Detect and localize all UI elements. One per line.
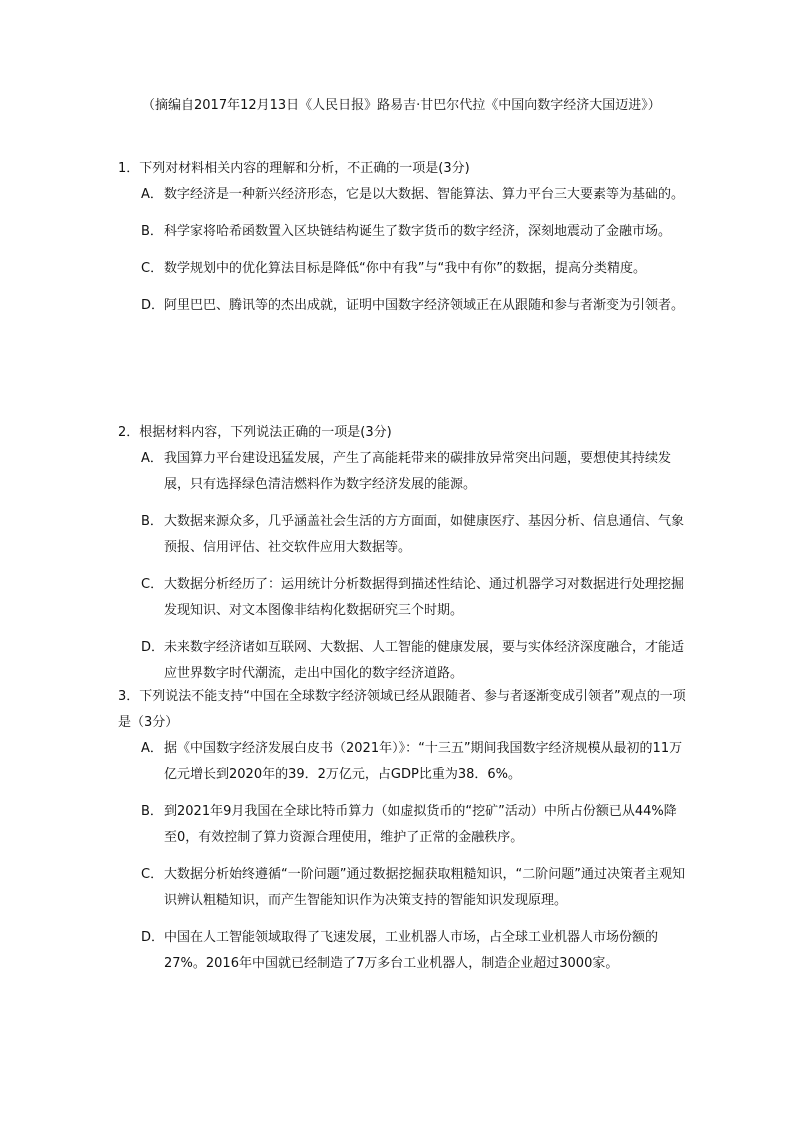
option-letter: A．: [141, 741, 163, 756]
option-text: 大数据分析始终遵循“一阶问题”通过数据挖掘获取粗糙知识，“二阶问题”通过决策者主观知识辨认粗糙知识，而产生智能知识作为决策支持的智能知识发现原理。: [164, 867, 685, 908]
option-text: 未来数字经济诸如互联网、大数据、人工智能的健康发展，要与实体经济深度融合，才能适应世界数字时代潮流，走出中国化的数字经济道路。: [164, 640, 685, 681]
option-text: 阿里巴巴、腾讯等的杰出成就，证明中国数字经济领域正在从跟随和参与者渐变为引领者。: [164, 298, 685, 313]
option-text: 数学规划中的优化算法目标是降低“你中有我”与“我中有你”的数据，提高分类精度。: [164, 261, 646, 276]
option-letter: C．: [141, 261, 164, 276]
option-b: [141, 509, 689, 561]
option-a: [141, 446, 689, 498]
option-letter: C．: [141, 867, 164, 882]
option-letter: A．: [141, 187, 163, 202]
option-d: [141, 635, 689, 687]
question-1: [118, 156, 688, 330]
option-text: 到2021年9月我国在全球比特币算力（如虚拟货币的“挖矿”活动）中所占份额已从44%降至0，有效控制了算力资源合理使用，维护了正常的金融秩序。: [164, 804, 677, 845]
option-b: [141, 799, 689, 851]
question-stem: 1．下列对材料相关内容的理解和分析，不正确的一项是(3分): [118, 161, 470, 176]
option-text: 科学家将哈希函数置入区块链结构诞生了数字货币的数字经济，深刻地震动了金融市场。: [164, 224, 672, 239]
option-text: 中国在人工智能领域取得了飞速发展，工业机器人市场，占全球工业机器人市场份额的27%。2016年中国就已经制造了7万多台工业机器人，制造企业超过3000家。: [164, 930, 659, 971]
option-letter: D．: [141, 298, 165, 313]
option-letter: C．: [141, 577, 164, 592]
option-text: 我国算力平台建设迅猛发展，产生了高能耗带来的碳排放异常突出问题，要想使其持续发展，只有选择绿色清洁燃料作为数字经济发展的能源。: [164, 451, 672, 492]
option-text: 数字经济是一种新兴经济形态，它是以大数据、智能算法、算力平台三大要素等为基础的。: [164, 187, 685, 202]
option-text: 据《中国数字经济发展白皮书（2021年）》：“十三五”期间我国数字经济规模从最初的11万亿元增长到2020年的39．2万亿元，占GDP比重为38．6%。: [164, 741, 683, 782]
option-letter: D．: [141, 640, 165, 655]
option-a: [141, 182, 689, 208]
option-c: [141, 862, 689, 914]
option-letter: B．: [141, 224, 163, 239]
question-stem: 2．根据材料内容，下列说法正确的一项是(3分): [118, 425, 392, 440]
source-note: （摘编自2017年12月13日《人民日报》路易吉·甘巴尔代拉《中国向数字经济大国迈进》）: [142, 98, 661, 113]
option-c: [141, 256, 689, 282]
option-a: [141, 736, 689, 788]
option-c: [141, 572, 689, 624]
question-3: [118, 684, 688, 988]
option-text: 大数据来源众多，几乎涵盖社会生活的方方面面，如健康医疗、基因分析、信息通信、气象预报、信用评估、社交软件应用大数据等。: [164, 514, 685, 555]
question-stem: 3．下列说法不能支持“中国在全球数字经济领域已经从跟随者、参与者逐渐变成引领者”观点的一项是（3分）: [118, 689, 686, 730]
option-letter: D．: [141, 930, 165, 945]
option-letter: A．: [141, 451, 163, 466]
option-b: [141, 219, 689, 245]
question-2: [118, 420, 688, 698]
option-letter: B．: [141, 514, 163, 529]
option-text: 大数据分析经历了：运用统计分析数据得到描述性结论、通过机器学习对数据进行处理挖掘发现知识、对文本图像非结构化数据研究三个时期。: [164, 577, 685, 618]
option-d: [141, 293, 689, 319]
option-d: [141, 925, 689, 977]
option-letter: B．: [141, 804, 163, 819]
